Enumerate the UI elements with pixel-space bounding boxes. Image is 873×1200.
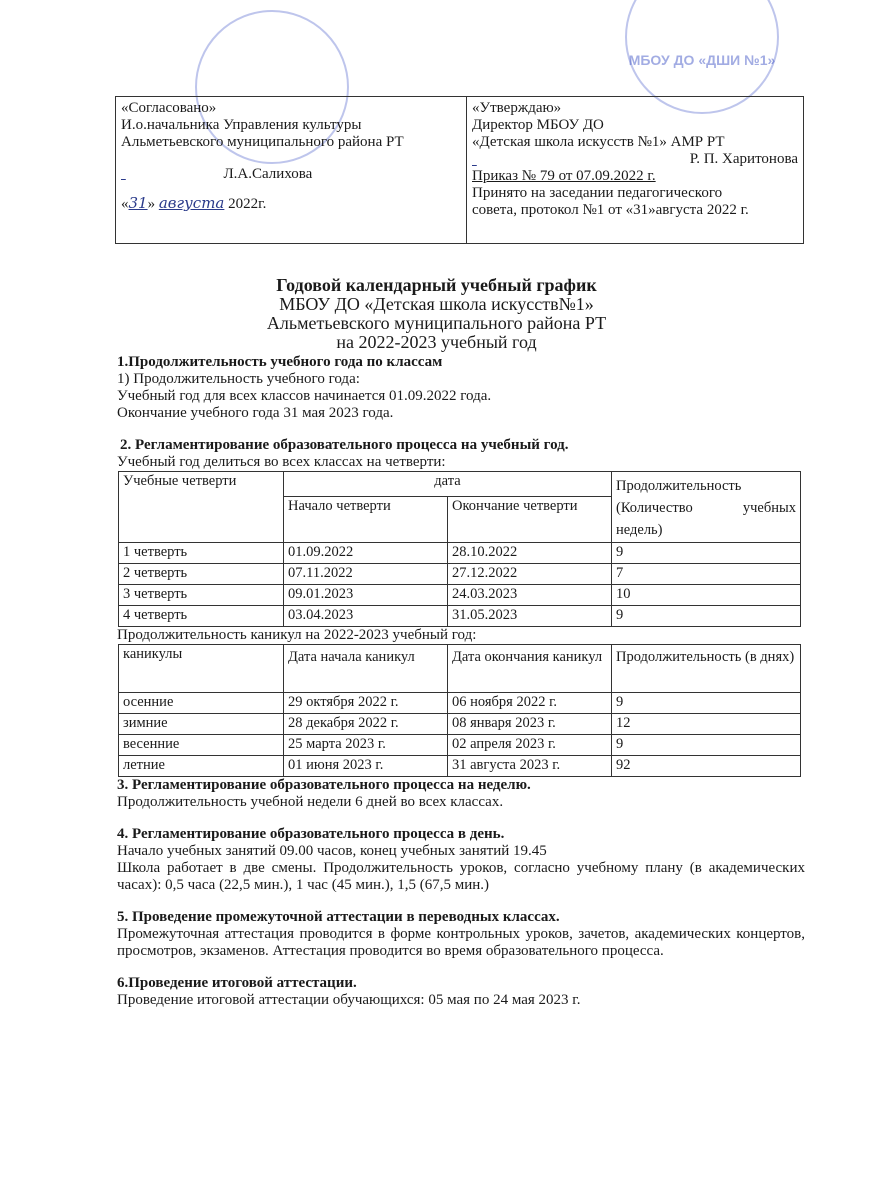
cell-start: 28 декабря 2022 г. [284, 714, 448, 735]
section-6-heading: 6.Проведение итоговой аттестации. [117, 975, 357, 991]
section-5-heading: 5. Проведение промежуточной аттестации в переводных классах. [117, 909, 560, 925]
cell-end: 02 апреля 2023 г. [448, 735, 612, 756]
document-body [117, 354, 805, 1009]
table-row [119, 714, 801, 735]
cell-end: 08 января 2023 г. [448, 714, 612, 735]
approved-organization: «Детская школа искусств №1» АМР РТ [472, 134, 725, 150]
approved-signer: Р. П. Харитонова [689, 151, 798, 167]
cell-weeks: 9 [612, 543, 801, 564]
cell-start: 01.09.2022 [284, 543, 448, 564]
section-1-line-1: Учебный год для всех классов начинается 01.09.2022 года. [117, 388, 492, 404]
section-5-text: Промежуточная аттестация проводится в форме контрольных уроков, зачетов, академических концертов, просмотров, экзаменов. Аттестация проводится во время образовательного процесса. [117, 926, 805, 959]
council-line-1: Принято на заседании педагогического [472, 185, 723, 201]
agreed-position: И.о.начальника Управления культуры [121, 117, 362, 133]
section-1-line-2: Окончание учебного года 31 мая 2023 года. [117, 405, 394, 421]
section-6-text: Проведение итоговой аттестации обучающихся: 05 мая по 24 мая 2023 г. [117, 992, 581, 1008]
agreed-block: «Согласовано» И.о.начальника Управления культуры Альметьевского муниципального района РТ Л.А.Салихова «31» августа 2022г. [116, 97, 467, 244]
agreed-organization: Альметьевского муниципального района РТ [121, 134, 404, 150]
cell-end: 31 августа 2023 г. [448, 756, 612, 777]
section-3-text: Продолжительность учебной недели 6 дней во всех классах. [117, 794, 504, 810]
section-2-heading: 2. Регламентирование образовательного процесса на учебный год. [120, 437, 569, 453]
agreed-date-day: 31 [128, 194, 148, 212]
approval-order: Приказ № 79 от 07.09.2022 г. [472, 168, 656, 184]
cell-end: 28.10.2022 [448, 543, 612, 564]
cell-end: 24.03.2023 [448, 585, 612, 606]
holidays-table [118, 644, 801, 777]
cell-start: 01 июня 2023 г. [284, 756, 448, 777]
cell-end: 31.05.2023 [448, 606, 612, 627]
table-row [119, 735, 801, 756]
cell-end: 06 ноября 2022 г. [448, 693, 612, 714]
cell-name: 4 четверть [119, 606, 284, 627]
agreed-signer: Л.А.Салихова [223, 166, 313, 182]
cell-start: 03.04.2023 [284, 606, 448, 627]
col-start: Начало четверти [284, 497, 448, 543]
approved-position: Директор МБОУ ДО [472, 117, 604, 133]
holidays-intro: Продолжительность каникул на 2022-2023 учебный год: [117, 627, 477, 643]
agreed-heading: «Согласовано» [121, 100, 217, 116]
cell-weeks: 9 [612, 606, 801, 627]
title-year: на 2022-2023 учебный год [336, 332, 537, 352]
cell-name: 3 четверть [119, 585, 284, 606]
col-holiday: каникулы [119, 645, 284, 693]
section-4-line-1: Начало учебных занятий 09.00 часов, конец учебных занятий 19.45 [117, 843, 547, 859]
signature [472, 151, 612, 168]
table-row [119, 756, 801, 777]
col-duration: Продолжительность (Количество учебных недель) [612, 472, 801, 543]
cell-start: 25 марта 2023 г. [284, 735, 448, 756]
approval-table [115, 96, 804, 244]
cell-days: 92 [612, 756, 801, 777]
cell-name: осенние [119, 693, 284, 714]
table-row [119, 585, 801, 606]
council-line-2: совета, протокол №1 от «31»августа 2022 г. [472, 202, 749, 218]
table-row [119, 693, 801, 714]
document-title: Годовой календарный учебный график [276, 275, 597, 295]
cell-name: 1 четверть [119, 543, 284, 564]
cell-days: 12 [612, 714, 801, 735]
cell-start: 07.11.2022 [284, 564, 448, 585]
approved-block [467, 97, 804, 244]
col-end: Окончание четверти [448, 497, 612, 543]
cell-weeks: 10 [612, 585, 801, 606]
cell-start: 29 октября 2022 г. [284, 693, 448, 714]
col-holiday-duration: Продолжительность (в днях) [612, 645, 801, 693]
cell-name: 2 четверть [119, 564, 284, 585]
agreed-date-month: августа [158, 194, 225, 212]
table-row [119, 543, 801, 564]
col-quarter: Учебные четверти [119, 472, 284, 543]
stamp-text: МБОУ ДО «ДШИ №1» [628, 52, 776, 68]
section-1-heading: 1.Продолжительность учебного года по классам [117, 354, 443, 370]
agreed-date-year: 2022г. [228, 196, 267, 212]
section-3-heading: 3. Регламентирование образовательного процесса на неделю. [117, 777, 531, 793]
quarters-table [118, 471, 801, 627]
approved-heading: «Утверждаю» [472, 100, 562, 116]
cell-weeks: 7 [612, 564, 801, 585]
cell-end: 27.12.2022 [448, 564, 612, 585]
cell-name: летние [119, 756, 284, 777]
table-row [119, 606, 801, 627]
signature [121, 165, 216, 182]
col-holiday-end: Дата окончания каникул [448, 645, 612, 693]
table-row [119, 564, 801, 585]
section-1-sub: 1) Продолжительность учебного года: [117, 371, 360, 387]
cell-start: 09.01.2023 [284, 585, 448, 606]
col-date: дата [284, 472, 612, 497]
col-holiday-start: Дата начала каникул [284, 645, 448, 693]
section-4-heading: 4. Регламентирование образовательного процесса в день. [117, 826, 505, 842]
title-district: Альметьевского муниципального района РТ [266, 313, 607, 333]
cell-name: зимние [119, 714, 284, 735]
section-4-line-2: Школа работает в две смены. Продолжительность уроков, согласно учебному плану (в академических часах): 0,5 часа (22,5 мин.), 1 час (45 мин.), 1,5 (67,5 мин.) [117, 860, 805, 893]
cell-name: весенние [119, 735, 284, 756]
cell-days: 9 [612, 693, 801, 714]
title-school: МБОУ ДО «Детская школа искусств№1» [279, 294, 594, 314]
cell-days: 9 [612, 735, 801, 756]
section-2-intro: Учебный год делиться во всех классах на четверти: [117, 454, 446, 470]
